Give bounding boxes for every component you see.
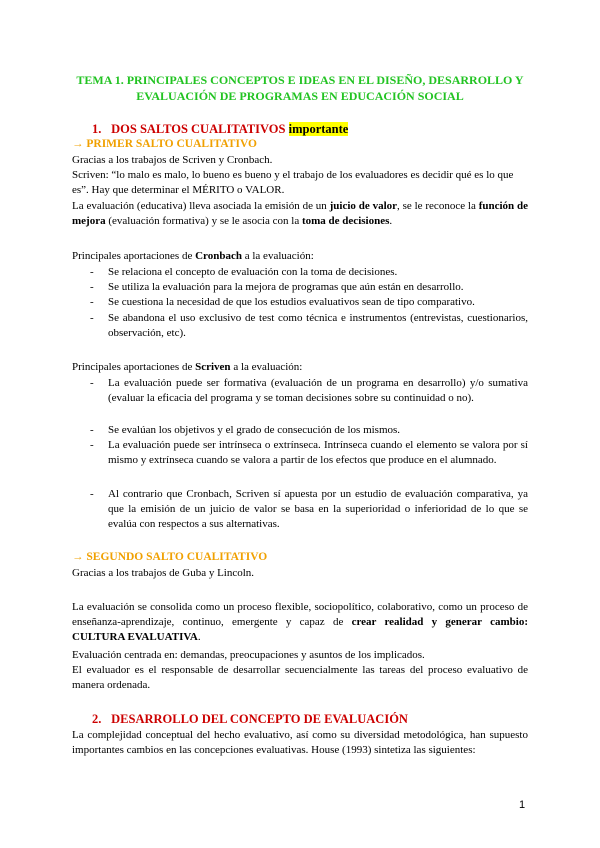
- dash-bullet: -: [90, 439, 94, 451]
- list-item-text: La evaluación puede ser intrínseca o extrínseca. Intrínseca cuando el elemento se valora por sí mismo y extrínseca cuando se valora a partir de los efectos que produce en el alumnado.: [108, 439, 528, 466]
- scriven-item: [90, 376, 528, 406]
- text-run: La evaluación se consolida como un proceso flexible, sociopolítico, colaborativo, como un proceso de enseñanza-aprendizaje, continuo, emergente y capaz de: [72, 601, 528, 628]
- list-item-text: Se utiliza la evaluación para la mejora de programas que aún están en desarrollo.: [108, 281, 464, 293]
- text-run: Principales aportaciones de: [72, 250, 196, 262]
- section-2-heading: [92, 711, 408, 727]
- dash-bullet: -: [90, 377, 94, 389]
- document-title: [72, 72, 528, 104]
- list-item-text: La evaluación puede ser formativa (evaluación de un programa en desarrollo) y/o sumativa (evaluar la eficacia del programa y se toman decisiones sobre su continuidad o no).: [108, 377, 528, 404]
- list-item-text: Al contrario que Cronbach, Scriven sí apuesta por un estudio de evaluación comparativa, ya que la emisión de un juicio de valor se basa en la superioridad o inferioridad de lo que se evalúa con respectos a sus alternativas.: [108, 488, 528, 530]
- title-line-2: EVALUACIÓN DE PROGRAMAS EN EDUCACIÓN SOCIAL: [136, 89, 464, 103]
- scriven-quote: Scriven: “lo malo es malo, lo bueno es bueno y el trabajo de los evaluadores es decidir qué es lo que es”. Hay que determinar el MÉRITO o VALOR.: [72, 169, 514, 196]
- section-2-paragraph: La complejidad conceptual del hecho evaluativo, así como su diversidad metodológica, han supuesto importantes cambios en las concepciones evaluativas. House (1993) sintetiza las siguientes:: [72, 729, 528, 756]
- second-jump-intro: Gracias a los trabajos de Guba y Lincoln.: [72, 567, 255, 579]
- evaluation-definition: [72, 199, 528, 229]
- text-run: a la evaluación:: [241, 250, 314, 262]
- first-jump-heading: → PRIMER SALTO CUALITATIVO: [72, 138, 257, 150]
- section-1-heading: [92, 121, 348, 137]
- text-run: La evaluación (educativa) lleva asociada la emisión de un: [72, 200, 330, 212]
- cronbach-item: [90, 295, 528, 310]
- section-1-number: 1.: [92, 122, 102, 136]
- section-2-title: DESARROLLO DEL CONCEPTO DE EVALUACIÓN: [111, 712, 408, 726]
- list-item-text: Se cuestiona la necesidad de que los estudios evaluativos sean de tipo comparativo.: [108, 296, 475, 308]
- centered-evaluation: Evaluación centrada en: demandas, preocupaciones y asuntos de los implicados.: [72, 649, 425, 661]
- text-run: a la evaluación:: [230, 361, 303, 373]
- dash-bullet: -: [90, 312, 94, 324]
- dash-bullet: -: [90, 281, 94, 293]
- cronbach-item: [90, 311, 528, 341]
- second-jump-heading: → SEGUNDO SALTO CUALITATIVO: [72, 551, 268, 563]
- bold-term: función de mejora: [72, 200, 528, 227]
- title-line-1: TEMA 1. PRINCIPALES CONCEPTOS E IDEAS EN EL DISEÑO, DESARROLLO Y: [76, 73, 524, 87]
- bold-term: juicio de valor: [329, 200, 398, 212]
- first-jump-intro: Gracias a los trabajos de Scriven y Cronbach.: [72, 154, 273, 166]
- bold-term: Cronbach: [195, 250, 242, 262]
- cronbach-item: [90, 265, 528, 280]
- text-run: Principales aportaciones de: [72, 361, 196, 373]
- text-run: (evaluación formativa) y se le asocia con la: [105, 215, 302, 227]
- bold-term: crear realidad y generar cambio: CULTURA EVALUATIVA: [72, 616, 528, 643]
- scriven-item: [90, 487, 528, 532]
- evaluator-role: El evaluador es el responsable de desarrollar secuencialmente las tareas del proceso evaluativo de manera ordenada.: [72, 664, 528, 691]
- bold-term: toma de decisiones: [301, 215, 390, 227]
- section-2-number: 2.: [92, 712, 102, 726]
- dash-bullet: -: [90, 424, 94, 436]
- section-1-title: DOS SALTOS CUALITATIVOS: [111, 122, 286, 136]
- dash-bullet: -: [90, 488, 94, 500]
- important-highlight: importante: [288, 122, 349, 136]
- text-run: , se le reconoce la: [397, 200, 479, 212]
- scriven-item: [90, 438, 528, 468]
- bold-term: Scriven: [195, 361, 231, 373]
- cronbach-intro: [72, 249, 528, 264]
- scriven-item: [90, 423, 528, 438]
- page-number: 1: [519, 799, 526, 811]
- list-item-text: Se relaciona el concepto de evaluación con la toma de decisiones.: [108, 266, 398, 278]
- list-item-text: Se abandona el uso exclusivo de test como técnica e instrumentos (entrevistas, cuestionarios, observación, etc).: [108, 312, 528, 339]
- scriven-intro: [72, 360, 528, 375]
- dash-bullet: -: [90, 266, 94, 278]
- dash-bullet: -: [90, 296, 94, 308]
- text-run: .: [389, 215, 393, 227]
- cronbach-item: [90, 280, 528, 295]
- list-item-text: Se evalúan los objetivos y el grado de consecución de los mismos.: [108, 424, 401, 436]
- text-run: .: [197, 631, 201, 643]
- consolidation-paragraph: [72, 600, 528, 645]
